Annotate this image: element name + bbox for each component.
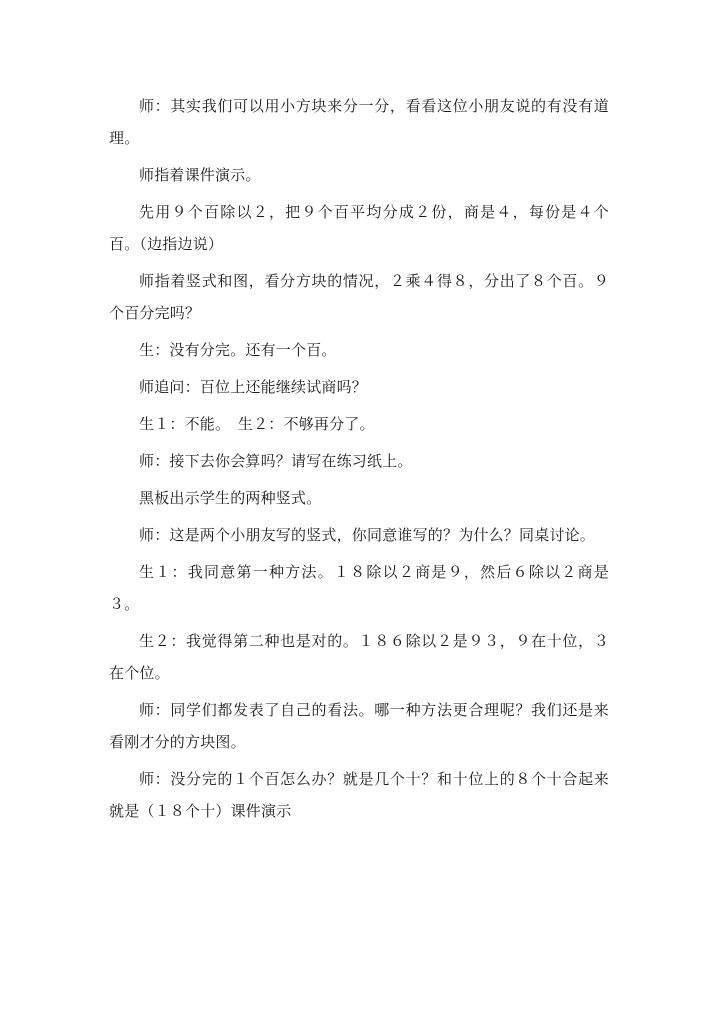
paragraph-11: 生１：我同意第一种方法。１８除以２商是９，然后６除以２商是３。 xyxy=(109,563,609,613)
paragraph-14: 师：没分完的１个百怎么办？就是几个十？和十位上的８个十合起来就是（１８个十）课件演示 xyxy=(109,770,609,820)
paragraph-2: 师指着课件演示。 xyxy=(139,166,261,184)
paragraph-13: 师：同学们都发表了自己的看法。哪一种方法更合理呢？我们还是来看刚才分的方块图。 xyxy=(109,701,609,751)
document-body xyxy=(109,90,609,832)
paragraph-6: 师追问：百位上还能继续试商吗？ xyxy=(139,378,368,396)
paragraph-8: 师：接下去你会算吗？请写在练习纸上。 xyxy=(139,452,413,470)
paragraph-12: 生２：我觉得第二种也是对的。１８６除以２是９３，９在十位，３在个位。 xyxy=(109,632,609,682)
paragraph-3: 先用９个百除以２，把９个百平均分成２份，商是４，每份是４个百。（边指边说） xyxy=(109,203,609,253)
paragraph-10: 师：这是两个小朋友写的竖式，你同意谁写的？为什么？同桌讨论。 xyxy=(139,526,596,544)
paragraph-9: 黑板出示学生的两种竖式。 xyxy=(139,489,322,507)
paragraph-7: 生１：不能。 生２：不够再分了。 xyxy=(139,415,375,433)
paragraph-5: 生：没有分完。还有一个百。 xyxy=(139,341,337,359)
paragraph-1: 师：其实我们可以用小方块来分一分，看看这位小朋友说的有没有道理。 xyxy=(109,97,609,147)
paragraph-4: 师指着竖式和图，看分方块的情况，２乘４得８，分出了８个百。９个百分完吗？ xyxy=(109,272,609,322)
